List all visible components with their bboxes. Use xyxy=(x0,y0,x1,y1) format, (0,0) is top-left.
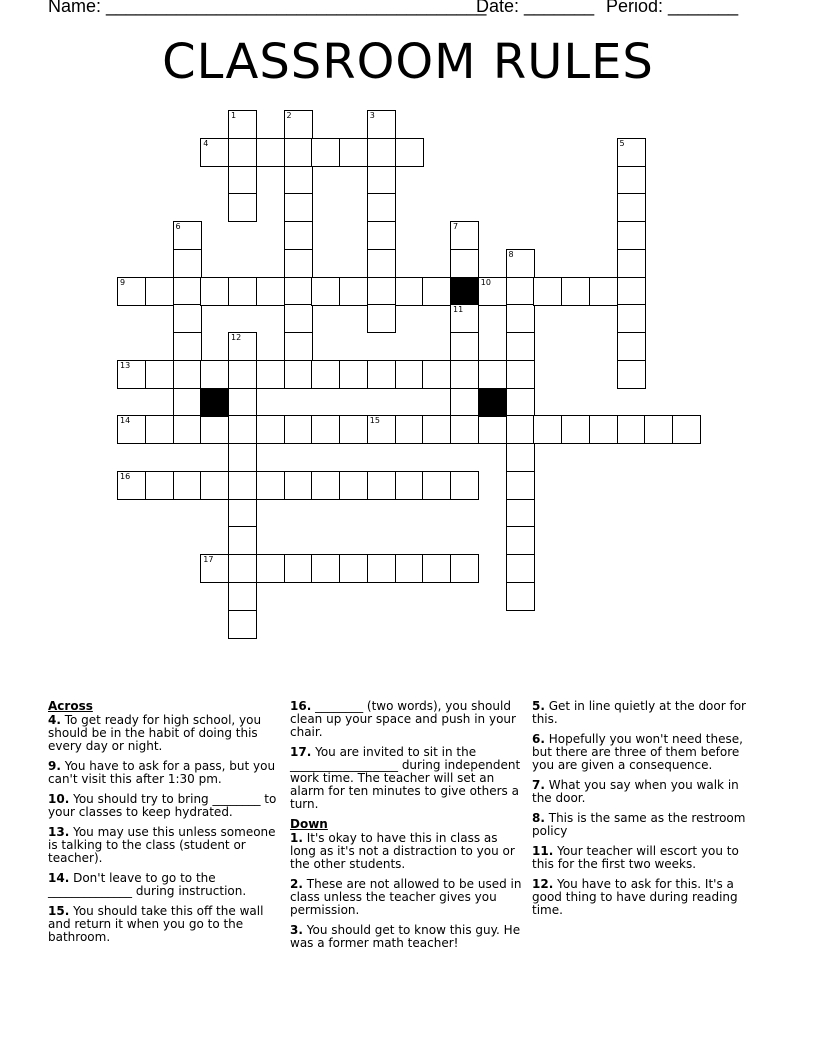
clue-number: 11 xyxy=(453,305,464,315)
grid-cell[interactable] xyxy=(367,249,396,278)
grid-cell[interactable] xyxy=(228,415,257,444)
grid-cell[interactable] xyxy=(450,249,479,278)
grid-cell[interactable] xyxy=(228,471,257,500)
grid-cell[interactable] xyxy=(173,360,202,389)
grid-cell[interactable] xyxy=(200,138,229,167)
clue-number: 5 xyxy=(619,138,625,148)
grid-cell[interactable] xyxy=(200,471,229,500)
clue-across-4: 4. To get ready for high school, you should be in the habit of doing this every day or night. xyxy=(48,713,262,753)
grid-cell[interactable] xyxy=(173,332,202,361)
grid-cell[interactable] xyxy=(228,499,257,528)
grid-cell[interactable] xyxy=(422,554,451,583)
clue-down-1: 1. It's okay to have this in class as long as it's not a distraction to you or the other students. xyxy=(290,831,515,871)
grid-cell[interactable] xyxy=(533,277,562,306)
grid-cell[interactable] xyxy=(339,415,368,444)
clue-number: 14 xyxy=(120,416,131,426)
grid-cell[interactable] xyxy=(450,332,479,361)
clue-across-17: 17. You are invited to sit in the __________________ during independent work time. The teacher will set an alarm for ten minutes to give others a turn. xyxy=(290,745,521,811)
grid-cell[interactable] xyxy=(117,277,146,306)
grid-cell[interactable] xyxy=(506,304,535,333)
grid-cell[interactable] xyxy=(367,304,396,333)
grid-cell[interactable] xyxy=(339,471,368,500)
clue-number: 8 xyxy=(508,249,514,259)
puzzle-title: CLASSROOM RULES xyxy=(162,34,654,90)
grid-cell[interactable] xyxy=(506,526,535,555)
grid-cell[interactable] xyxy=(311,554,340,583)
grid-cell[interactable] xyxy=(395,360,424,389)
clue-number: 12 xyxy=(231,333,242,342)
clues-column-1 xyxy=(48,700,278,951)
clue-down-8: 8. This is the same as the restroom policy xyxy=(532,811,746,838)
clue-across-9: 9. You have to ask for a pass, but you can't visit this after 1:30 pm. xyxy=(48,759,276,786)
grid-cell[interactable] xyxy=(617,415,646,444)
grid-cell[interactable] xyxy=(228,360,257,389)
grid-cell[interactable] xyxy=(617,193,646,222)
grid-cell[interactable] xyxy=(589,277,618,306)
grid-cell[interactable] xyxy=(450,360,479,389)
grid-cell[interactable] xyxy=(173,415,202,444)
grid-cell[interactable] xyxy=(506,554,535,583)
grid-cell[interactable] xyxy=(395,554,424,583)
grid-cell[interactable] xyxy=(173,277,202,306)
grid-cell[interactable] xyxy=(284,166,313,195)
grid-cell[interactable] xyxy=(228,277,257,306)
grid-cell[interactable] xyxy=(367,138,396,167)
clue-number: 2 xyxy=(286,111,292,120)
grid-cell[interactable] xyxy=(284,304,313,333)
grid-cell[interactable] xyxy=(145,415,174,444)
grid-cell[interactable] xyxy=(228,554,257,583)
grid-cell[interactable] xyxy=(228,166,257,195)
grid-cell[interactable] xyxy=(395,277,424,306)
grid-cell[interactable] xyxy=(311,360,340,389)
grid-cell[interactable] xyxy=(284,554,313,583)
grid-cell[interactable] xyxy=(506,360,535,389)
clue-number: 4 xyxy=(203,138,209,148)
grid-cell[interactable] xyxy=(200,360,229,389)
grid-cell[interactable] xyxy=(311,277,340,306)
grid-cell[interactable] xyxy=(284,110,313,139)
grid-cell[interactable] xyxy=(339,554,368,583)
clue-number: 15 xyxy=(369,416,380,426)
grid-cell[interactable] xyxy=(284,360,313,389)
grid-cell[interactable] xyxy=(284,277,313,306)
grid-cell[interactable] xyxy=(450,221,479,250)
grid-cell[interactable] xyxy=(145,360,174,389)
grid-cell[interactable] xyxy=(617,138,646,167)
grid-block xyxy=(450,277,479,306)
grid-cell[interactable] xyxy=(506,415,535,444)
clue-across-16: 16. ________ (two words), you should clean up your space and push in your chair. xyxy=(290,699,516,739)
clue-number: 13 xyxy=(120,360,131,370)
clue-down-12: 12. You have to ask for this. It's a good thing to have during reading time. xyxy=(532,877,738,917)
grid-cell[interactable] xyxy=(228,332,257,361)
clue-number: 16 xyxy=(120,471,131,481)
grid-cell[interactable] xyxy=(200,415,229,444)
grid-cell[interactable] xyxy=(450,554,479,583)
grid-cell[interactable] xyxy=(506,443,535,472)
clue-across-13: 13. You may use this unless someone is talking to the class (student or teacher). xyxy=(48,825,276,865)
grid-cell[interactable] xyxy=(284,471,313,500)
grid-cell[interactable] xyxy=(672,415,701,444)
grid-cell[interactable] xyxy=(228,110,257,139)
grid-cell[interactable] xyxy=(228,193,257,222)
grid-cell[interactable] xyxy=(617,221,646,250)
grid-cell[interactable] xyxy=(450,471,479,500)
grid-cell[interactable] xyxy=(478,415,507,444)
grid-cell[interactable] xyxy=(256,360,285,389)
grid-cell[interactable] xyxy=(506,249,535,278)
grid-block xyxy=(478,388,507,417)
name-field[interactable]: Name: ______________________________________ xyxy=(48,0,487,16)
grid-cell[interactable] xyxy=(367,360,396,389)
grid-cell[interactable] xyxy=(256,415,285,444)
clue-number: 10 xyxy=(480,277,491,287)
grid-cell[interactable] xyxy=(395,471,424,500)
clue-down-3: 3. You should get to know this guy. He was a former math teacher! xyxy=(290,923,521,950)
grid-cell[interactable] xyxy=(339,360,368,389)
grid-cell[interactable] xyxy=(506,388,535,417)
grid-cell[interactable] xyxy=(173,471,202,500)
grid-cell[interactable] xyxy=(284,221,313,250)
clue-across-15: 15. You should take this off the wall and return it when you go to the bathroom. xyxy=(48,904,264,944)
grid-cell[interactable] xyxy=(284,415,313,444)
grid-cell[interactable] xyxy=(284,332,313,361)
grid-cell[interactable] xyxy=(284,249,313,278)
clue-down-5: 5. Get in line quietly at the door for this. xyxy=(532,699,746,726)
grid-cell[interactable] xyxy=(228,388,257,417)
clue-down-11: 11. Your teacher will escort you to this for the first two weeks. xyxy=(532,844,739,871)
clue-down-7: 7. What you say when you walk in the door. xyxy=(532,778,739,805)
grid-cell[interactable] xyxy=(422,277,451,306)
grid-cell[interactable] xyxy=(450,304,479,333)
grid-cell[interactable] xyxy=(422,360,451,389)
grid-cell[interactable] xyxy=(117,471,146,500)
grid-block xyxy=(200,388,229,417)
grid-cell[interactable] xyxy=(506,332,535,361)
grid-cell[interactable] xyxy=(367,415,396,444)
grid-cell[interactable] xyxy=(450,415,479,444)
grid-cell[interactable] xyxy=(478,277,507,306)
grid-cell[interactable] xyxy=(256,138,285,167)
period-field[interactable]: Period: _______ xyxy=(606,0,739,16)
grid-cell[interactable] xyxy=(422,415,451,444)
grid-cell[interactable] xyxy=(506,277,535,306)
grid-cell[interactable] xyxy=(284,138,313,167)
grid-cell[interactable] xyxy=(617,166,646,195)
clue-number: 17 xyxy=(203,555,214,564)
grid-cell[interactable] xyxy=(617,304,646,333)
grid-cell[interactable] xyxy=(561,415,590,444)
across-heading: Across xyxy=(48,699,93,713)
grid-cell[interactable] xyxy=(145,471,174,500)
grid-cell[interactable] xyxy=(561,277,590,306)
grid-cell[interactable] xyxy=(228,526,257,555)
grid-cell[interactable] xyxy=(367,166,396,195)
down-heading: Down xyxy=(290,817,328,831)
clue-down-6: 6. Hopefully you won't need these, but there are three of them before you are given a consequence. xyxy=(532,732,743,772)
date-field[interactable]: Date: _______ xyxy=(476,0,595,16)
grid-cell[interactable] xyxy=(311,138,340,167)
grid-cell[interactable] xyxy=(367,221,396,250)
grid-cell[interactable] xyxy=(589,415,618,444)
clue-across-14: 14. Don't leave to go to the ______________ during instruction. xyxy=(48,871,247,898)
grid-cell[interactable] xyxy=(256,277,285,306)
clue-number: 1 xyxy=(231,111,237,120)
grid-cell[interactable] xyxy=(173,388,202,417)
clues-column-2 xyxy=(290,700,522,957)
grid-cell[interactable] xyxy=(117,415,146,444)
grid-cell[interactable] xyxy=(228,610,257,639)
grid-cell[interactable] xyxy=(228,582,257,611)
clue-number: 9 xyxy=(120,277,126,287)
grid-cell[interactable] xyxy=(145,277,174,306)
grid-cell[interactable] xyxy=(367,554,396,583)
grid-cell[interactable] xyxy=(533,415,562,444)
grid-cell[interactable] xyxy=(256,471,285,500)
grid-cell[interactable] xyxy=(395,138,424,167)
grid-cell[interactable] xyxy=(506,499,535,528)
grid-cell[interactable] xyxy=(422,471,451,500)
clue-number: 6 xyxy=(175,222,181,231)
grid-cell[interactable] xyxy=(284,193,313,222)
grid-cell[interactable] xyxy=(311,415,340,444)
grid-cell[interactable] xyxy=(617,332,646,361)
grid-cell[interactable] xyxy=(450,388,479,417)
grid-cell[interactable] xyxy=(367,193,396,222)
grid-cell[interactable] xyxy=(200,277,229,306)
grid-cell[interactable] xyxy=(173,304,202,333)
grid-cell[interactable] xyxy=(339,277,368,306)
grid-cell[interactable] xyxy=(644,415,673,444)
grid-cell[interactable] xyxy=(617,249,646,278)
grid-cell[interactable] xyxy=(395,415,424,444)
grid-cell[interactable] xyxy=(617,360,646,389)
grid-cell[interactable] xyxy=(173,221,202,250)
clue-number: 3 xyxy=(369,111,375,120)
clue-down-2: 2. These are not allowed to be used in class unless the teacher gives you permission. xyxy=(290,877,522,917)
grid-cell[interactable] xyxy=(506,582,535,611)
grid-cell[interactable] xyxy=(367,471,396,500)
grid-cell[interactable] xyxy=(617,277,646,306)
grid-cell[interactable] xyxy=(173,249,202,278)
grid-cell[interactable] xyxy=(228,138,257,167)
grid-cell[interactable] xyxy=(478,360,507,389)
grid-cell[interactable] xyxy=(228,443,257,472)
grid-cell[interactable] xyxy=(506,471,535,500)
grid-cell[interactable] xyxy=(256,554,285,583)
grid-cell[interactable] xyxy=(117,360,146,389)
clues-column-3 xyxy=(532,700,756,924)
grid-cell[interactable] xyxy=(339,138,368,167)
clue-number: 7 xyxy=(453,222,459,231)
grid-cell[interactable] xyxy=(200,554,229,583)
grid-cell[interactable] xyxy=(311,471,340,500)
grid-cell[interactable] xyxy=(367,277,396,306)
clue-across-10: 10. You should try to bring ________ to your classes to keep hydrated. xyxy=(48,792,277,819)
grid-cell[interactable] xyxy=(367,110,396,139)
